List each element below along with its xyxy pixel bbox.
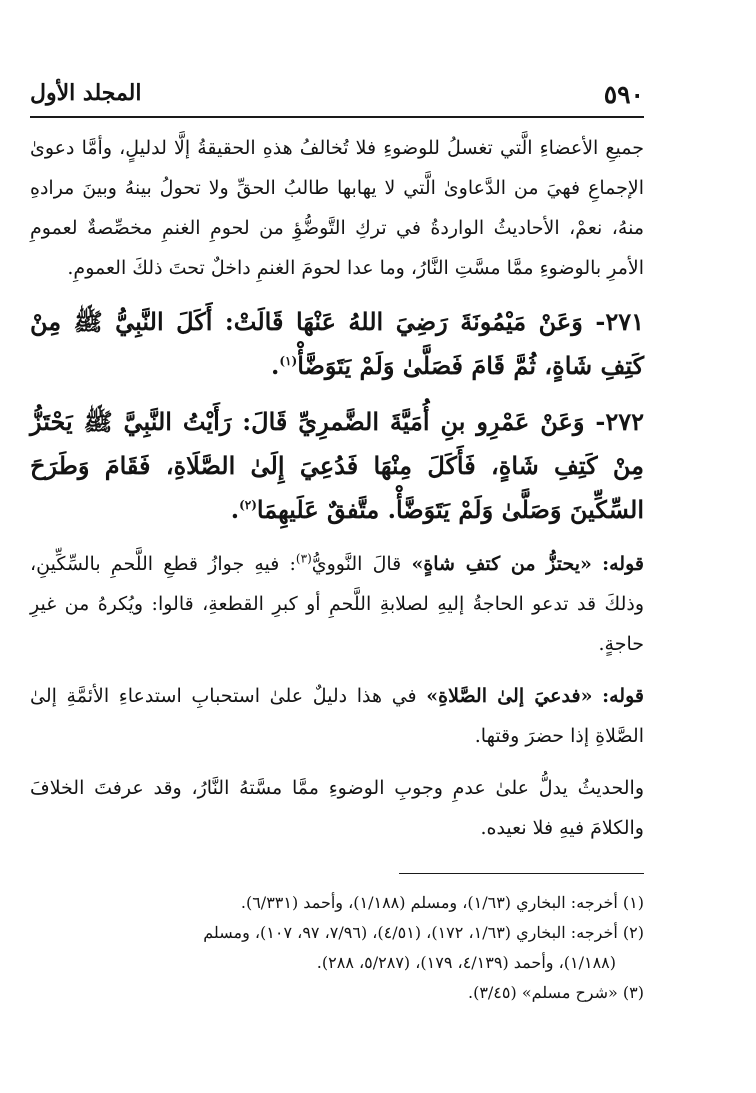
footnotes bbox=[30, 888, 644, 1008]
intro-paragraph: جميعِ الأعضاءِ الَّتي تغسلُ للوضوءِ فلا تُخالفُ هذهِ الحقيقةُ إلَّا لدليلٍ، وأمَّا دعوىٰ الإجماعِ فهيَ من الدَّعاوىٰ الَّتي لا يهابها طالبُ الحقِّ ولا تحولُ بينهُ وبينَ مرادهِ منهُ، نعمْ، الأحاديثُ الواردةُ في تركِ التَّوضُّؤِ من لحومِ الغنمِ مخصِّصةٌ لعمومِ الأمرِ بالوضوءِ ممَّا مسَّتِ النَّارُ، وما عدا لحومَ الغنمِ داخلٌ تحتَ ذلكَ العمومِ. bbox=[30, 137, 644, 279]
commentary-note-2 bbox=[30, 676, 644, 756]
footnote-2-line-2: (١/١٨٨)، وأحمد (٤/١٣٩، ١٧٩)، (٥/٢٨٧، ٢٨٨). bbox=[316, 953, 616, 972]
note-2-body: في هذا دليلٌ علىٰ استحبابِ استدعاءِ الأئمَّةِ إلىٰ الصَّلاةِ إذا حضرَ وقتها. bbox=[30, 685, 644, 747]
note-1-attribution: قالَ النَّوويُّ bbox=[311, 553, 402, 575]
note-2-quote: «فدعيَ إلىٰ الصَّلاةِ» bbox=[426, 685, 593, 707]
hadith-272: ٢٧٢- وَعَنْ عَمْرِو بنِ أُمَيَّةَ الضَّمرِيِّ قَالَ: رَأَيْتُ النَّبِيَّ ﷺ يَحْتَزُّ مِنْ كَتِفِ شَاةٍ، فَأَكَلَ مِنْهَا فَدُعِيَ إِلَىٰ الصَّلَاةِ، فَقَامَ وَطَرَحَ السِّكِّينَ وَصَلَّىٰ وَلَمْ يَتَوَضَّأْ. متَّفقٌ عَلَيهِمَا$^{(٢)}$. bbox=[30, 407, 644, 524]
commentary-note-1 bbox=[30, 544, 644, 664]
hadith-271-text: ٢٧١- وَعَنْ مَيْمُونَةَ رَضِيَ اللهُ عَنْهَا قَالَتْ: أَكَلَ النَّبِيُّ ﷺ مِنْ كَتِفِ شَاةٍ، ثُمَّ قَامَ فَصَلَّىٰ وَلَمْ يَتَوَضَّأْ bbox=[30, 307, 644, 380]
footnote-ref-1[interactable]: (١) bbox=[279, 354, 298, 368]
page-number: ٥٩٠ bbox=[603, 80, 644, 109]
footnote-ref-3[interactable]: (٣) bbox=[295, 551, 312, 566]
footnote-2-line-1: (٢) أخرجه: البخاري (١/٦٣، ١٧٢)، (٤/٥١)، (٧/٩٦، ٩٧، ١٠٧)، ومسلم bbox=[203, 923, 644, 942]
conclusion-paragraph: والحديثُ يدلُّ علىٰ عدمِ وجوبِ الوضوءِ ممَّا مسَّتهُ النَّارُ، وقد عرفتَ الخلافَ والكلامَ فيهِ فلا نعيده. bbox=[30, 777, 644, 839]
volume-title: المجلد الأول bbox=[30, 80, 142, 106]
note-1-label: قوله: bbox=[602, 553, 644, 575]
hadith-272-text: ٢٧٢- وَعَنْ عَمْرِو بنِ أُمَيَّةَ الضَّمرِيِّ قَالَ: رَأَيْتُ النَّبِيَّ ﷺ يَحْتَزُّ مِنْ كَتِفِ شَاةٍ، فَأَكَلَ مِنْهَا فَدُعِيَ إِلَىٰ الصَّلَاةِ، فَقَامَ وَطَرَحَ السِّكِّينَ وَصَلَّىٰ وَلَمْ يَتَوَضَّأْ. متَّفقٌ عَلَيهِمَا bbox=[30, 407, 644, 524]
footnote-1: (١) أخرجه: البخاري (١/٦٣)، ومسلم (١/١٨٨)، وأحمد (٦/٣٣١). bbox=[240, 893, 644, 912]
note-1-quote: «يحتزُّ من كتفِ شاةٍ» bbox=[411, 553, 592, 575]
footnote-3: (٣) «شرح مسلم» (٣/٤٥). bbox=[467, 983, 644, 1002]
page-header bbox=[30, 76, 644, 116]
main-text bbox=[30, 128, 644, 848]
hadith-271: ٢٧١- وَعَنْ مَيْمُونَةَ رَضِيَ اللهُ عَنْهَا قَالَتْ: أَكَلَ النَّبِيُّ ﷺ مِنْ كَتِفِ شَاةٍ، ثُمَّ قَامَ فَصَلَّىٰ وَلَمْ يَتَوَضَّأْ$^{(١)}$. bbox=[30, 307, 644, 380]
footnote-divider bbox=[399, 873, 644, 874]
header-divider bbox=[30, 116, 644, 118]
note-2-label: قوله: bbox=[602, 685, 644, 707]
footnote-ref-2[interactable]: (٢) bbox=[239, 498, 257, 512]
note-1-body: : فيهِ جوازُ قطعِ اللَّحمِ بالسِّكِّينِ، وذلكَ قد تدعو الحاجةُ إليهِ لصلابةِ اللَّحمِ أو كبرِ القطعةِ، قالوا: ويُكرهُ من غيرِ حاجةٍ. bbox=[30, 553, 644, 655]
